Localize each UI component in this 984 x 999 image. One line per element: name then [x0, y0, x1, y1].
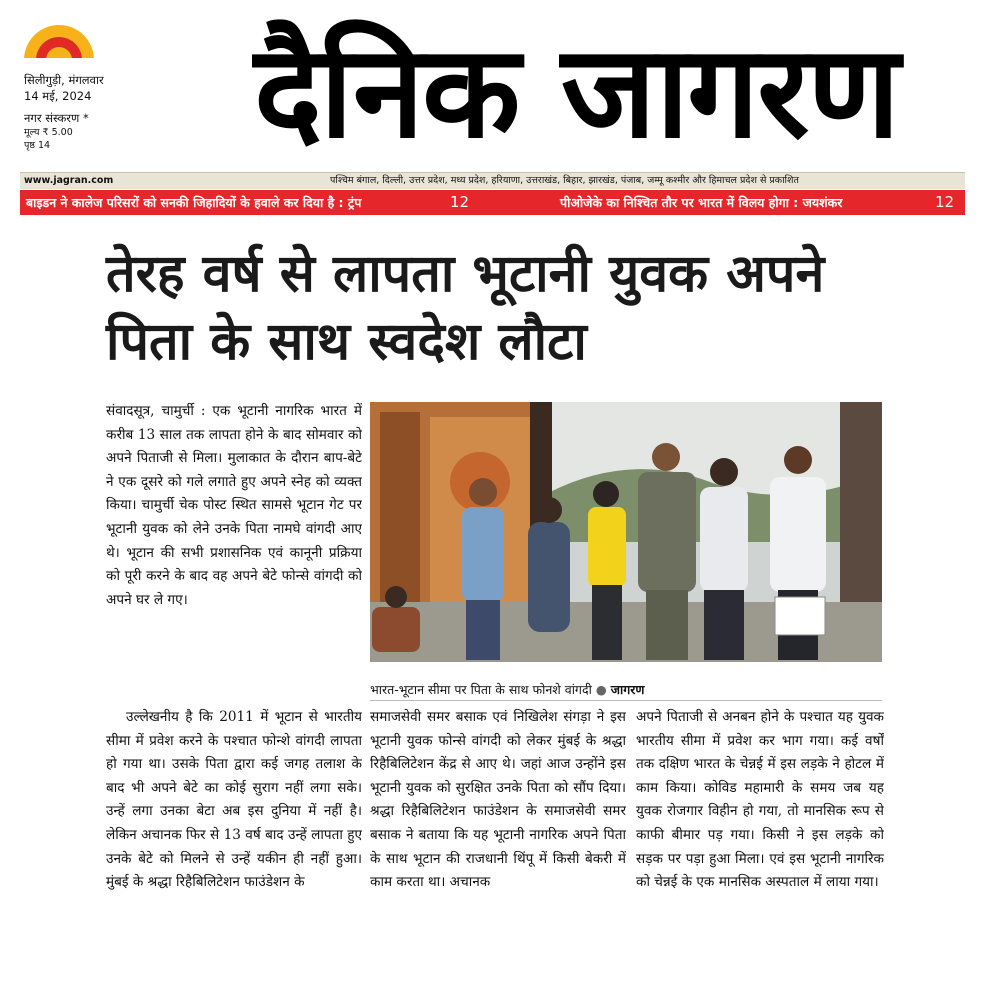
- article-paragraph-2: उल्लेखनीय है कि 2011 में भूटान से भारतीय सीमा में प्रवेश करने के पश्चात फोन्शे वांगदी लापता हो गया था। उसके पिता द्वारा कई जगह तलाश के बाद भी अपने बेटे का कोई सुराग नहीं लगा सके। उन्हें लगा उनका बेटा अब इस दुनिया में नहीं है। लेकिन अचानक फिर से 13 वर्ष बाद उन्हें लापता हुए उनके बेटे को मिलने से उन्हें यकीन ही नहीं हुआ। मुंबई के श्रद्धा रिहैबिलिटेशन फाउंडेशन के: [106, 709, 362, 891]
- ticker-item-left[interactable]: बाइडन ने कालेज परिसरों को सनकी जिहादियों के हवाले कर दिया है : ट्रंप: [26, 195, 362, 210]
- photo-caption: भारत-भूटान सीमा पर पिता के साथ फोनशे वांगदी: [370, 682, 592, 697]
- bullet-dot-icon: ●: [595, 682, 607, 697]
- article-photo: [370, 402, 882, 662]
- ticker-page-left: 12: [450, 193, 470, 211]
- page-count: पृष्ठ 14: [24, 140, 51, 151]
- newspaper-wordmark: दैनिक जागरण: [253, 18, 899, 167]
- edition-info: [24, 72, 194, 152]
- article-paragraph-4: अपने पिताजी से अनबन होने के पश्चात यह युवक भारतीय सीमा में प्रवेश कर भाग गया। कई वर्षों तक दक्षिण भारत के चेन्नई में इस लड़के ने होटल में काम किया। कोविड महामारी के समय जब यह युवक रोजगार विहीन हो गया, तो मानसिक रूप से काफी बीमार पड़ गया। किसी ने इस लड़के को सड़क पर पड़ा हुआ मिला। एवं इस भूटानी नागरिक को चेन्नई के एक मानसिक अस्पताल में लाया गया।: [636, 709, 884, 891]
- article-paragraph-3: समाजसेवी समर बसाक एवं निखिलेश संगड़ा ने इस भूटानी युवक फोन्से वांगदी को लेकर मुंबई के श्रद्धा रिहैबिलिटेशन केंद्र से आए थे। जहां आज उन्होंने इस भूटानी युवक को सुरक्षित उनके पिता को सौंप दिया। श्रद्धा रिहैबिलिटेशन फाउंडेशन के समाजसेवी समर बसाक ने बताया कि यह भूटानी नागरिक अपने पिता के साथ भूटान की राजधानी थिंपू में किसी बेकरी में काम करता था। अचानक: [370, 709, 626, 891]
- article-headline: [106, 240, 886, 376]
- article-column-2: [370, 706, 626, 988]
- article-column-1-top: [106, 400, 362, 702]
- headline-ticker: [20, 190, 965, 215]
- headline-line-2: पिता के साथ स्वदेश लौटा: [106, 312, 587, 372]
- published-states: पश्चिम बंगाल, दिल्ली, उत्तर प्रदेश, मध्य प्रदेश, हरियाणा, उत्तराखंड, बिहार, झारखंड, पंजाब, जम्मू कश्मीर और हिमाचल प्रदेश से प्रकाशित: [330, 175, 799, 186]
- photo-caption-bar: [370, 680, 882, 701]
- price: मूल्य ₹ 5.00: [24, 127, 73, 138]
- jagran-sun-logo-icon: [22, 22, 96, 62]
- photo-credit: जागरण: [610, 682, 645, 697]
- headline-line-1: तेरह वर्ष से लापता भूटानी युवक अपने: [106, 244, 825, 304]
- article-column-3: [636, 706, 884, 988]
- edition-name: नगर संस्करण *: [24, 111, 89, 125]
- ticker-page-right: 12: [935, 193, 955, 211]
- issue-date: 14 मई, 2024: [24, 89, 92, 103]
- ticker-item-right[interactable]: पीओजेके का निश्चित तौर पर भारत में विलय होगा : जयशंकर: [560, 195, 843, 210]
- city-day: सिलीगुड़ी, मंगलवार: [24, 73, 104, 87]
- masthead-subbar: [20, 172, 965, 189]
- website-link[interactable]: www.jagran.com: [24, 175, 114, 186]
- article-paragraph-1: संवादसूत्र, चामुर्ची : एक भूटानी नागरिक भारत में करीब 13 साल तक लापता होने के बाद सोमवार को अपने पिताजी से मिला। मुलाकात के दौरान बाप-बेटे ने एक दूसरे को गले लगाते हुए अपने स्नेह को व्यक्त किया। चामुर्ची चेक पोस्ट स्थित सामसे भूटान गेट पर भूटानी युवक को लेने उनके पिता नामघे वांगदी आए थे। भूटान की सभी प्रशासनिक एवं कानूनी प्रक्रिया को पूरी करने के बाद वह अपने बेटे फोन्से वांगदी को अपने घर ले गए।: [106, 403, 362, 608]
- article-column-1-bottom: [106, 706, 362, 988]
